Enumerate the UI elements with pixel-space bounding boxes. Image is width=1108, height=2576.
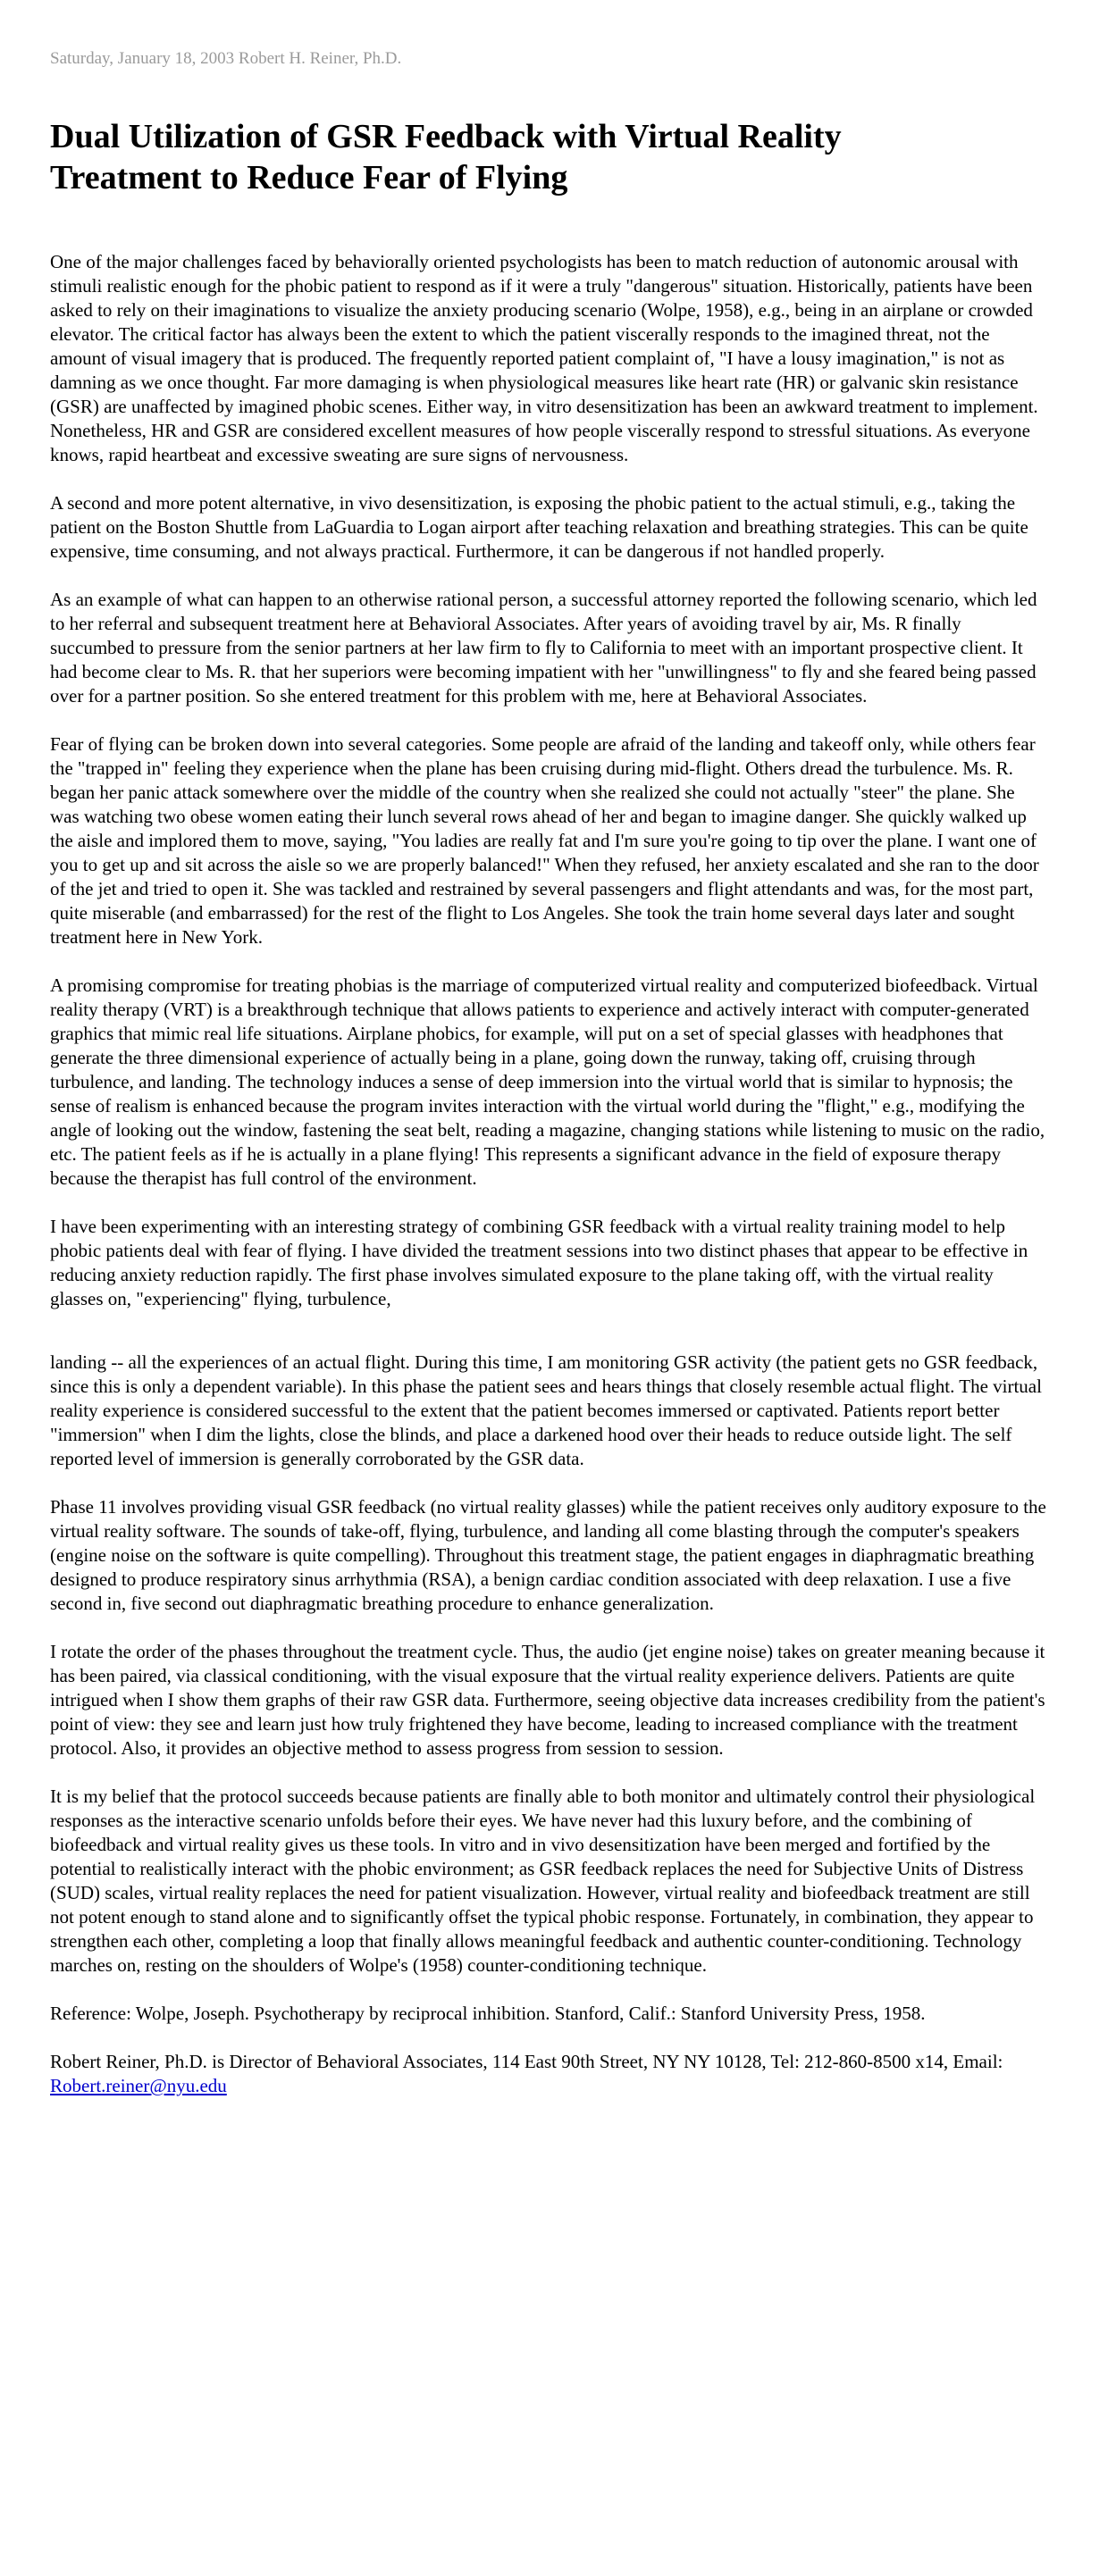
paragraph-reference: Reference: Wolpe, Joseph. Psychotherapy by reciprocal inhibition. Stanford, Calif.: Stanford University Press, 1958.: [50, 2003, 926, 2024]
article-title: Dual Utilization of GSR Feedback with Virtual Reality Treatment to Reduce Fear of Flying: [50, 118, 842, 197]
author-email-link[interactable]: Robert.reiner@nyu.edu: [50, 2075, 227, 2096]
paragraph-strategy-phase-one: I have been experimenting with an interesting strategy of combining GSR feedback with a virtual reality training model to help phobic patients deal with fear of flying. I have divided the treatment sessions into two distinct phases that appear to be effective in reducing anxiety reduction rapidly. The first phase involves simulated exposure to the plane taking off, with the virtual reality glasses on, "experiencing" flying, turbulence,: [50, 1216, 1028, 1309]
paragraph-in-vivo: A second and more potent alternative, in vivo desensitization, is exposing the phobic patient to the actual stimuli, e.g., taking the patient on the Boston Shuttle from LaGuardia to Logan airport after teaching relaxation and breathing strategies. This can be quite expensive, time consuming, and not always practical. Furthermore, it can be dangerous if not handled properly.: [50, 492, 1028, 562]
document-page: [50, 48, 1047, 2098]
paragraph-conclusion: It is my belief that the protocol succeeds because patients are finally able to both monitor and ultimately control their physiological responses as the interactive scenario unfolds before their eyes. We have never had this luxury before, and the combining of biofeedback and virtual reality gives us these tools. In vitro and in vivo desensitization have been merged and fortified by the potential to realistically interact with the phobic environment; as GSR feedback replaces the need for Subjective Units of Distress (SUD) scales, virtual reality replaces the need for patient visualization. However, virtual reality and biofeedback treatment are still not potent enough to stand alone and to significantly offset the typical phobic response. Fortunately, in combination, they appear to strengthen each other, completing a loop that finally allows meaningful feedback and authentic counter-conditioning. Technology marches on, resting on the shoulders of Wolpe's (1958) counter-conditioning technique.: [50, 1786, 1036, 1976]
paragraph-rotation: I rotate the order of the phases throughout the treatment cycle. Thus, the audio (jet engine noise) takes on greater meaning because it has been paired, via classical conditioning, with the visual exposure that the virtual reality experience delivers. Patients are quite intrigued when I show them graphs of their raw GSR data. Furthermore, seeing objective data increases credibility from the patient's point of view: they see and learn just how truly frightened they have become, leading to increased compliance with the treatment protocol. Also, it provides an objective method to assess progress from session to session.: [50, 1641, 1045, 1759]
paragraph-intro: One of the major challenges faced by behaviorally oriented psychologists has been to match reduction of autonomic arousal with stimuli realistic enough for the phobic patient to respond as if it were a truly "dangerous" situation. Historically, patients have been asked to rely on their imaginations to visualize the anxiety producing scenario (Wolpe, 1958), e.g., being in an airplane or crowded elevator. The critical factor has always been the extent to which the patient viscerally responds to the imagined threat, not the amount of visual imagery that is produced. The frequently reported patient complaint of, "I have a lousy imagination," is not as damning as we once thought. Far more damaging is when physiological measures like heart rate (HR) or galvanic skin resistance (GSR) are unaffected by imagined phobic scenes. Either way, in vitro desensitization has been an awkward treatment to implement. Nonetheless, HR and GSR are considered excellent measures of how people viscerally respond to stressful situations. As everyone knows, rapid heartbeat and excessive sweating are sure signs of nervousness.: [50, 251, 1038, 465]
paragraph-phase-two: Phase 11 involves providing visual GSR feedback (no virtual reality glasses) while the patient receives only auditory exposure to the virtual reality software. The sounds of take-off, flying, turbulence, and landing all come blasting through the computer's speakers (engine noise on the software is quite compelling). Throughout this treatment stage, the patient engages in diaphragmatic breathing designed to produce respiratory sinus arrhythmia (RSA), a benign cardiac condition associated with deep relaxation. I use a five second in, five second out diaphragmatic breathing procedure to enhance generalization.: [50, 1496, 1046, 1614]
page-header-dateline: Saturday, January 18, 2003 Robert H. Reiner, Ph.D.: [50, 49, 402, 68]
author-bio: [50, 2050, 1047, 2098]
paragraph-fear-categories: Fear of flying can be broken down into several categories. Some people are afraid of the landing and takeoff only, while others fear the "trapped in" feeling they experience when the plane has been cruising during mid-flight. Others dread the turbulence. Ms. R. began her panic attack somewhere over the middle of the country when she realized she could not actually "steer" the plane. She was watching two obese women eating their lunch several rows ahead of her and began to imagine danger. She quickly walked up the aisle and implored them to move, saying, "You ladies are really fat and I'm sure you're going to tip over the plane. I want one of you to get up and sit across the aisle so we are properly balanced!" When they refused, her anxiety escalated and she ran to the door of the jet and tried to open it. She was tackled and restrained by several passengers and flight attendants and was, for the most part, quite miserable (and embarrassed) for the rest of the flight to Los Angeles. She took the train home several days later and sought treatment here in New York.: [50, 733, 1039, 948]
paragraph-phase-one-continued: landing -- all the experiences of an actual flight. During this time, I am monitoring GSR activity (the patient gets no GSR feedback, since this is only a dependent variable). In this phase the patient sees and hears things that closely resemble actual flight. The virtual reality experience is considered successful to the extent that the patient becomes immersed or captivated. Patients report better "immersion" when I dim the lights, close the blinds, and place a darkened hood over their heads to reduce outside light. The self reported level of immersion is generally corroborated by the GSR data.: [50, 1351, 1042, 1469]
paragraph-case-example: As an example of what can happen to an otherwise rational person, a successful attorney reported the following scenario, which led to her referral and subsequent treatment here at Behavioral Associates. After years of avoiding travel by air, Ms. R finally succumbed to pressure from the senior partners at her law firm to fly to California to meet with an important prospective client. It had become clear to Ms. R. that her superiors were becoming impatient with her "unwillingness" to fly and she feared being passed over for a partner position. So she entered treatment for this problem with me, here at Behavioral Associates.: [50, 589, 1037, 707]
paragraph-vrt-compromise: A promising compromise for treating phobias is the marriage of computerized virtual reality and computerized biofeedback. Virtual reality therapy (VRT) is a breakthrough technique that allows patients to experience and actively interact with computer-generated graphics that mimic real life situations. Airplane phobics, for example, will put on a set of special glasses with headphones that generate the three dimensional experience of actually being in a plane, going down the runway, taking off, cruising through turbulence, and landing. The technology induces a sense of deep immersion into the virtual world that is similar to hypnosis; the sense of realism is enhanced because the program invites interaction with the virtual world during the "flight," e.g., modifying the angle of looking out the window, fastening the seat belt, reading a magazine, changing stations while listening to music on the radio, etc. The patient feels as if he is actually in a plane flying! This represents a significant advance in the field of exposure therapy because the therapist has full control of the environment.: [50, 974, 1045, 1189]
author-bio-text: Robert Reiner, Ph.D. is Director of Behavioral Associates, 114 East 90th Street, NY NY 10128, Tel: 212-860-8500 x14, Email:: [50, 2051, 1003, 2072]
